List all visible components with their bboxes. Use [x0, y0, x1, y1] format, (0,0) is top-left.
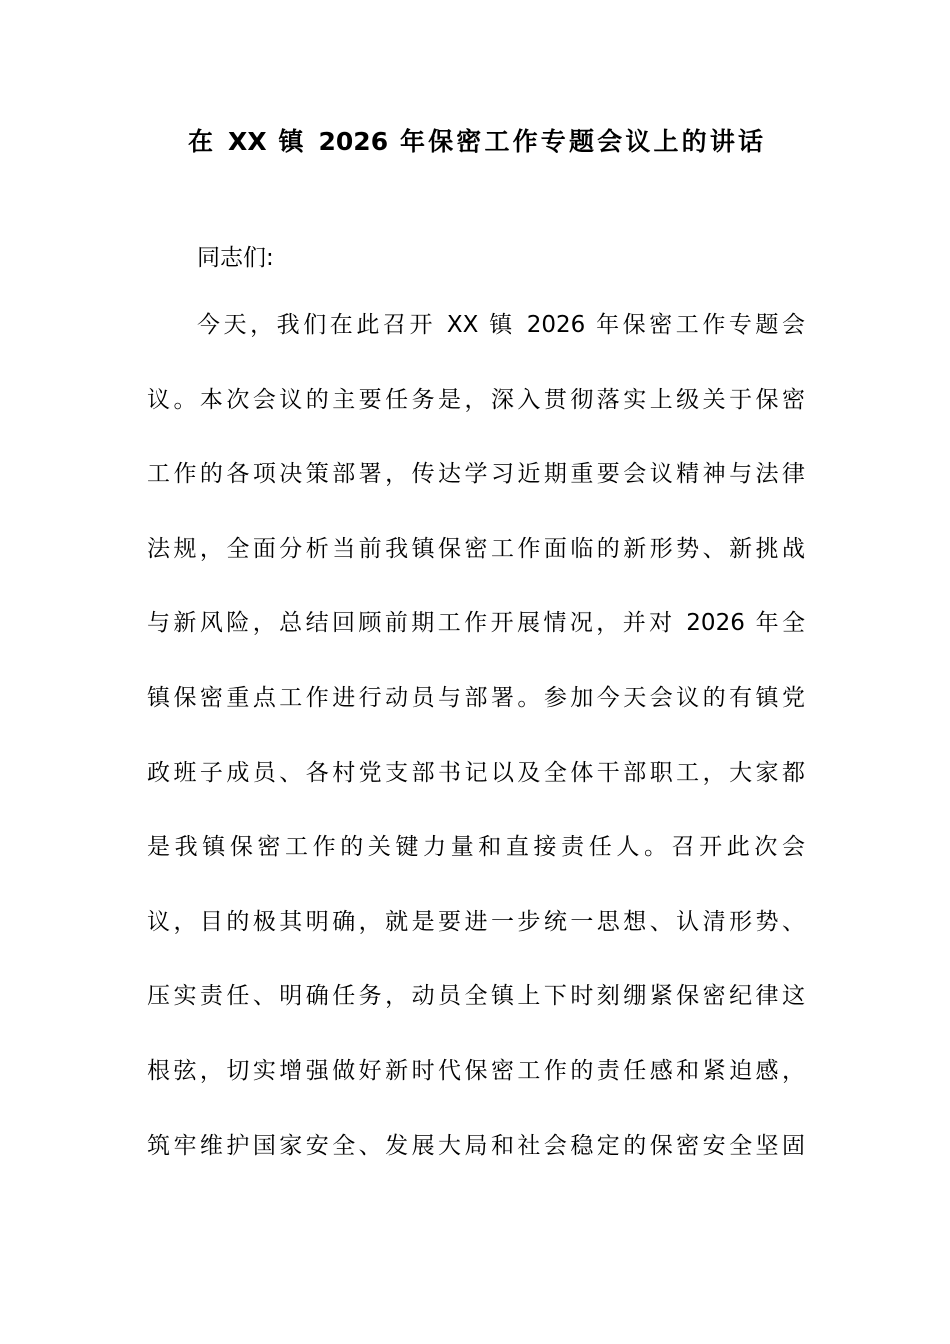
paragraph-line: 筑牢维护国家安全、发展大局和社会稳定的保密安全坚固	[147, 1132, 805, 1159]
paragraph-line: 镇保密重点工作进行动员与部署。参加今天会议的有镇党	[147, 684, 805, 711]
paragraph-line: 工作的各项决策部署，传达学习近期重要会议精神与法律	[147, 461, 805, 488]
paragraph-line: 政班子成员、各村党支部书记以及全体干部职工，大家都	[147, 759, 805, 786]
paragraph-line: 根弦，切实增强做好新时代保密工作的责任感和紧迫感，	[147, 1057, 805, 1084]
paragraph-line: 与新风险，总结回顾前期工作开展情况，并对 2026 年全	[147, 610, 805, 637]
paragraph-line: 议。本次会议的主要任务是，深入贯彻落实上级关于保密	[147, 386, 805, 413]
body-paragraph	[147, 288, 805, 1183]
greeting: 同志们:	[197, 245, 274, 271]
paragraph-line: 法规，全面分析当前我镇保密工作面临的新形势、新挑战	[147, 535, 805, 562]
paragraph-line: 压实责任、明确任务，动员全镇上下时刻绷紧保密纪律这	[147, 983, 805, 1010]
document-title: 在 XX 镇 2026 年保密工作专题会议上的讲话	[188, 127, 763, 156]
paragraph-line: 议，目的极其明确，就是要进一步统一思想、认清形势、	[147, 908, 805, 935]
paragraph-line: 今天，我们在此召开 XX 镇 2026 年保密工作专题会	[197, 312, 805, 338]
paragraph-line: 是我镇保密工作的关键力量和直接责任人。召开此次会	[147, 834, 805, 861]
